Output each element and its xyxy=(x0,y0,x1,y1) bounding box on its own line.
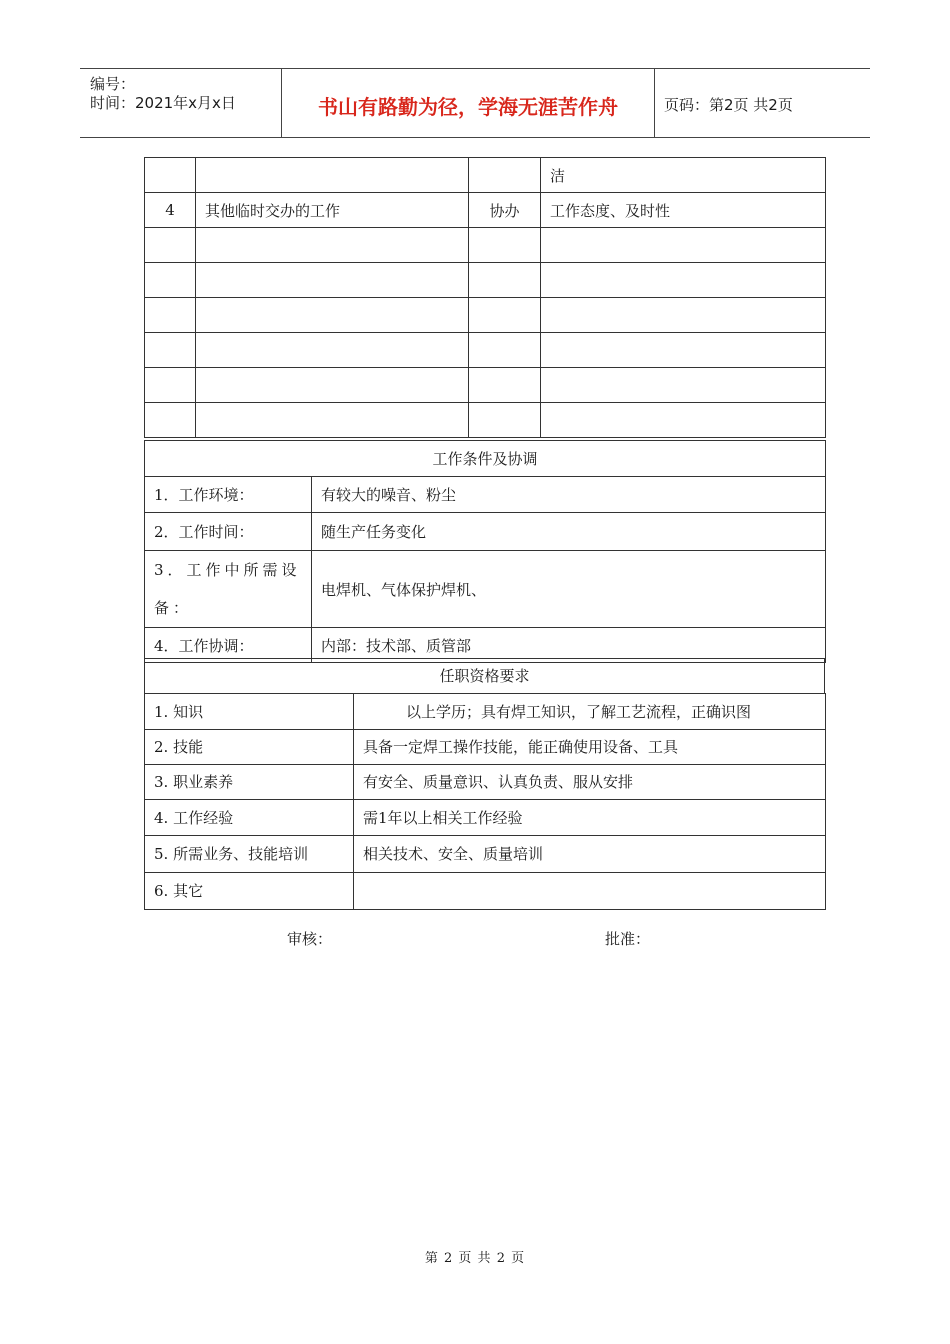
document-number-label: 编号： xyxy=(90,75,136,93)
duty-standard xyxy=(541,333,826,368)
duty-standard xyxy=(541,263,826,298)
duty-type xyxy=(469,263,541,298)
duty-content xyxy=(196,298,469,333)
qualification-value: 具备一定焊工操作技能，能正确使用设备、工具 xyxy=(354,729,826,764)
duty-type xyxy=(469,228,541,263)
qualification-value xyxy=(354,872,826,909)
qualification-label: 6. 其它 xyxy=(145,872,354,909)
qualification-label: 1. 知识 xyxy=(145,693,354,729)
table-row xyxy=(145,263,826,298)
page-footer: 第 2 页 共 2 页 xyxy=(424,1251,526,1266)
duty-content xyxy=(196,263,469,298)
qualification-label: 5. 所需业务、技能培训 xyxy=(145,835,354,872)
duty-type: 协办 xyxy=(469,193,541,228)
qualification-value: 有安全、质量意识、认真负责、服从安排 xyxy=(354,764,826,799)
table-row xyxy=(145,513,826,551)
conditions-title: 工作条件及协调 xyxy=(145,441,826,477)
duty-content: 其他临时交办的工作 xyxy=(196,193,469,228)
duty-no: 4 xyxy=(145,193,196,228)
qualifications-heading: 任职资格要求 xyxy=(144,658,825,694)
duty-no xyxy=(145,228,196,263)
duty-content xyxy=(196,158,469,193)
duty-type xyxy=(469,158,541,193)
duty-type xyxy=(469,368,541,403)
duty-no xyxy=(145,368,196,403)
duty-no xyxy=(145,403,196,438)
duty-table xyxy=(144,157,826,438)
document-date: 时间：2021年x月x日 xyxy=(90,94,236,112)
duty-standard xyxy=(541,298,826,333)
duty-standard xyxy=(541,228,826,263)
header-page-cell xyxy=(655,69,870,137)
qualification-value: 需1年以上相关工作经验 xyxy=(354,799,826,835)
page-header xyxy=(80,68,870,138)
condition-label: 2．工作时间： xyxy=(145,513,312,551)
duty-standard: 洁 xyxy=(541,158,826,193)
header-meta xyxy=(80,69,282,137)
table-row xyxy=(145,333,826,368)
condition-label: 1．工作环境： xyxy=(145,477,312,513)
table-row xyxy=(145,729,826,764)
duty-no xyxy=(145,263,196,298)
condition-value: 有较大的噪音、粉尘 xyxy=(312,477,826,513)
conditions-table xyxy=(144,440,826,663)
duty-content xyxy=(196,228,469,263)
qualification-value: 以上学历；具有焊工知识，了解工艺流程，正确识图 xyxy=(354,693,826,729)
qualification-label: 2. 技能 xyxy=(145,729,354,764)
table-row xyxy=(145,872,826,909)
table-row xyxy=(145,477,826,513)
duty-type xyxy=(469,403,541,438)
duty-no xyxy=(145,333,196,368)
qualification-label: 4. 工作经验 xyxy=(145,799,354,835)
duty-type xyxy=(469,298,541,333)
condition-value: 电焊机、气体保护焊机、 xyxy=(312,551,826,628)
table-row xyxy=(145,764,826,799)
condition-value: 随生产任务变化 xyxy=(312,513,826,551)
qualifications-table xyxy=(144,693,826,910)
table-row xyxy=(145,298,826,333)
table-row xyxy=(145,193,826,228)
review-signature-label: 审核： xyxy=(287,930,333,948)
duty-content xyxy=(196,403,469,438)
duty-type xyxy=(469,333,541,368)
table-row xyxy=(145,693,826,729)
header-motto: 书山有路勤为径，学海无涯苦作舟 xyxy=(318,95,618,119)
approve-signature-label: 批准： xyxy=(605,930,651,948)
table-row xyxy=(145,158,826,193)
duty-no xyxy=(145,298,196,333)
duty-no xyxy=(145,158,196,193)
duty-standard xyxy=(541,368,826,403)
table-row xyxy=(145,799,826,835)
table-row xyxy=(145,368,826,403)
qualification-label: 3. 职业素养 xyxy=(145,764,354,799)
condition-value: 内部：技术部、质管部 xyxy=(312,628,826,663)
table-row xyxy=(145,551,826,628)
duty-standard: 工作态度、及时性 xyxy=(541,193,826,228)
condition-label: 4．工作协调： xyxy=(145,628,312,663)
qualification-value: 相关技术、安全、质量培训 xyxy=(354,835,826,872)
duty-content xyxy=(196,368,469,403)
header-motto-cell xyxy=(282,69,655,137)
table-row xyxy=(145,835,826,872)
table-row xyxy=(145,403,826,438)
header-page-number: 页码：第2页 共2页 xyxy=(664,96,793,114)
duty-standard xyxy=(541,403,826,438)
duty-content xyxy=(196,333,469,368)
table-row xyxy=(145,228,826,263)
table-row xyxy=(145,441,826,477)
condition-label: 3．工作中所需设备： xyxy=(145,551,312,628)
